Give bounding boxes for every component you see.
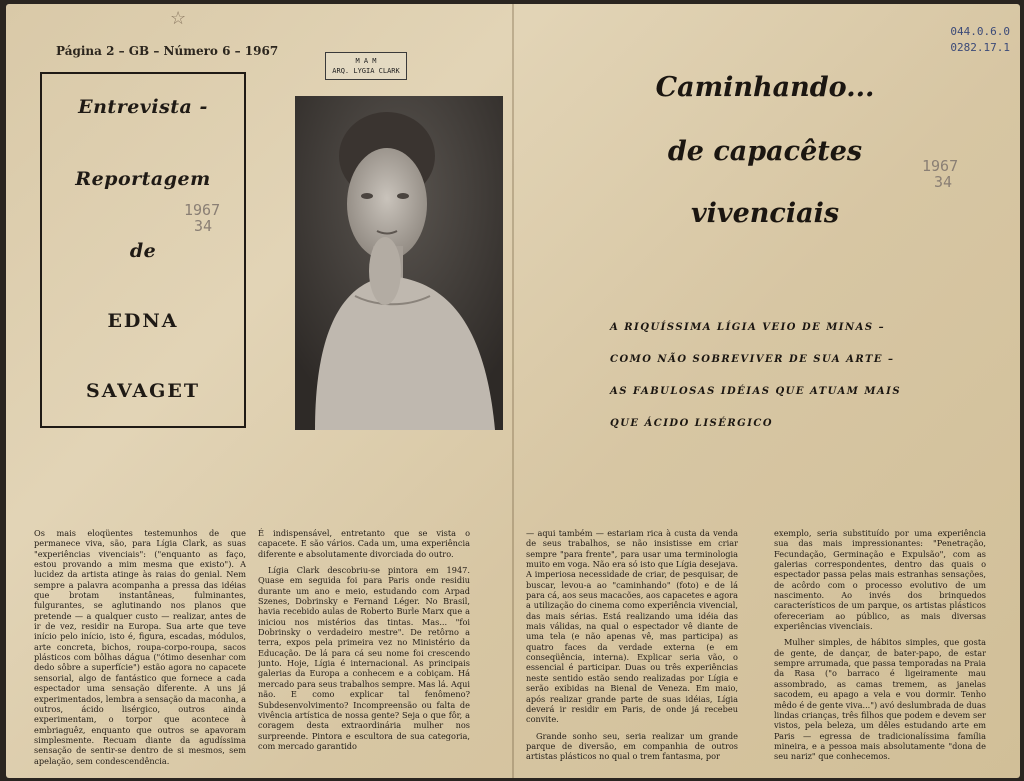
paragraph: Mulher simples, de hábitos simples, que gosta de gente, de dançar, de bater-papo, de estar sempre arrumada, que passa temporadas na Praia da Rasa ("o barraco é ligeiramente mau assombrado, as camas tremem, as janelas sacodem, eu apago a vela e vou dormir. Tenho mêdo é de gente viva...") avó deslumbrada de duas lindas crianças, três filhos que podem e devem ser vistos, pela beleza, um dêles estudando arte em Paris — egressa de tradicionalíssima família mineira, e a pessoa mais absolutamente "dona de seu nariz" que conhecemos. (774, 637, 986, 762)
paragraph: Grande sonho seu, seria realizar um grande parque de diversão, em companhia de outros artistas plásticos no qual o trem fantasma, por (526, 730, 738, 762)
paragraph: É indispensável, entretanto que se vista o capacete. E são vários. Cada um, uma experiência diferente e absolutamente divorciada do outro. (258, 528, 470, 559)
page-header: Página 2 – GB – Número 6 – 1967 (56, 44, 279, 58)
pencil-year-left: 1967 (184, 201, 221, 219)
byline-line-1: Entrevista - (78, 96, 208, 118)
stamp-line-1: M A M (355, 57, 377, 65)
article-column-1 (34, 528, 246, 778)
portrait-image (295, 96, 503, 430)
subheadline-line-1: A RIQUÍSSIMA LÍGIA VEIO DE MINAS – (610, 322, 886, 333)
subheadline-line-4: QUE ÁCIDO LISÉRGICO (610, 418, 774, 429)
article-column-2 (258, 528, 470, 778)
paragraph: Os mais eloqüentes testemunhos de que permanece viva, são, para Lígia Clark, as suas "experiências vivenciais": ("enquanto as faço, estou provando a mim mesma que existo"). A lucidez da artista atinge às raias do genial. Nem sempre a palavra acompanha a pressa das idéias que brotam instantâneas, fulminantes, fulgurantes, se aglutinando nos planos que pretende — a qualquer custo — realizar, antes de ir de vez, residir na Europa. Sua arte que teve início pelo início, isto é, figura, escadas, módulos, arte concreta, bichos, roupa-corpo-roupa, sacos plásticos com bôlhas dágua ("ótimo desenhar com dedo sôbre a superfície") estão agora no capacete sensorial, algo de fantástico que fornece a cada espectador uma sensação diferente. A uns já experimentados, lembra a sensação da maconha, a outros, ácido lisérgico, outros ainda experimentam, o torpor que acontece à embriaguêz, enquanto que outros se apavoram simplesmente. Recuam diante da agudíssima sensação de sentir-se dentro de si mesmos, sem apelação, sem condescendência. (34, 528, 246, 766)
subheadline-line-2: COMO NÃO SOBREVIVER DE SUA ARTE – (610, 354, 895, 365)
byline-line-2: Reportagem (75, 168, 211, 190)
byline-box (40, 72, 246, 428)
headline-line-2: de capacêtes (667, 136, 863, 167)
pencil-num-left: 34 (194, 217, 213, 235)
archive-code-2: 0282.17.1 (950, 41, 1010, 54)
headline-line-3: vivenciais (690, 198, 840, 229)
pencil-note-left (184, 202, 220, 234)
paragraph: Lígia Clark descobriu-se pintora em 1947. Quase em seguida foi para Paris onde residiu durante um ano e meio, estudando com Arpad Szenes, Dobrinsky e Fernand Léger. No Brasil, havia recebido aulas de Roberto Burle Marx que a iniciou nos mistérios das tintas. Mas... "foi Dobrinsky o verdadeiro mestre". De retôrno a terra, expos pela primeira vez no Ministério da Educação. De lá para cá seu nome foi crescendo junto. Hoje, Lígia é internacional. As principais galerias da Europa a conhecem e a cobiçam. Há mercado para seus trabalhos sempre. Mas lá. Aqui não. E como explicar tal fenômeno? Subdesenvolvimento? Incompreensão ou falta de vivência artística de nossa gente? Seja o que fôr, a coragem desta extraordinária mulher nos surpreende. Pintora e escultora de sua categoria, com mercado garantido (258, 565, 470, 751)
byline-author-first: EDNA (107, 310, 179, 332)
archive-codes (950, 24, 1010, 56)
star-mark-icon: ☆ (170, 8, 187, 29)
article-column-4 (774, 528, 986, 778)
byline-line-3: de (129, 240, 157, 262)
paragraph: exemplo, seria substituído por uma experiência sua das mais impressionantes: "Penetração, Fecundação, Germinação e Expulsão", com as galerias correspondentes, dentro das quais o espectador passa pelas mais estranhas sensações, de acôrdo com o processo evolutivo de um nascimento. Ao invés dos brinquedos característicos de um parque, os artistas plásticos ofereceriam ao público, as mais diversas experiências vivenciais. (774, 528, 986, 632)
archive-code-1: 044.0.6.0 (950, 25, 1010, 38)
pencil-year-right: 1967 (922, 157, 959, 175)
article-column-3 (526, 528, 738, 778)
stamp-line-2: ARQ. LYGIA CLARK (332, 67, 400, 75)
pencil-num-right: 34 (934, 173, 953, 191)
portrait-photo (295, 96, 503, 430)
pencil-note-right (922, 158, 958, 190)
byline-author-last: SAVAGET (86, 380, 200, 402)
paragraph: — aqui também — estariam rica à custa da venda de seus trabalhos, se não insistisse em criar sempre "para frente", para usar uma terminologia muito em voga. Não era só isto que Lígia desejava. A imperiosa necessidade de criar, de pesquisar, de buscar, levou-a ao "caminhando" (foto) e de lá para cá, aos seus macacões, aos capacetes e agora a utilização do cinema como experiência vivencial, das mais sérias. Está realizando uma idéia das mais válidas, na qual o espectador vê diante de uma tela (e não apenas vê, mas participa) as quatro faces da verdade externa (e em conseqüência, interna). Explicar seria vão, o essencial é participar. Duas ou três experiências neste sentido estão sendo realizadas por Lígia e serão exibidas na Bienal de Veneza. Em maio, após realizar grande parte de suas idéias, Lígia deverá ir residir em Paris, de onde já recebeu convite. (526, 528, 738, 725)
subheadline-line-3: AS FABULOSAS IDÉIAS QUE ATUAM MAIS (610, 386, 902, 397)
headline-line-1: Caminhando... (655, 72, 875, 103)
page-fold (512, 4, 514, 778)
archive-stamp (325, 52, 407, 80)
